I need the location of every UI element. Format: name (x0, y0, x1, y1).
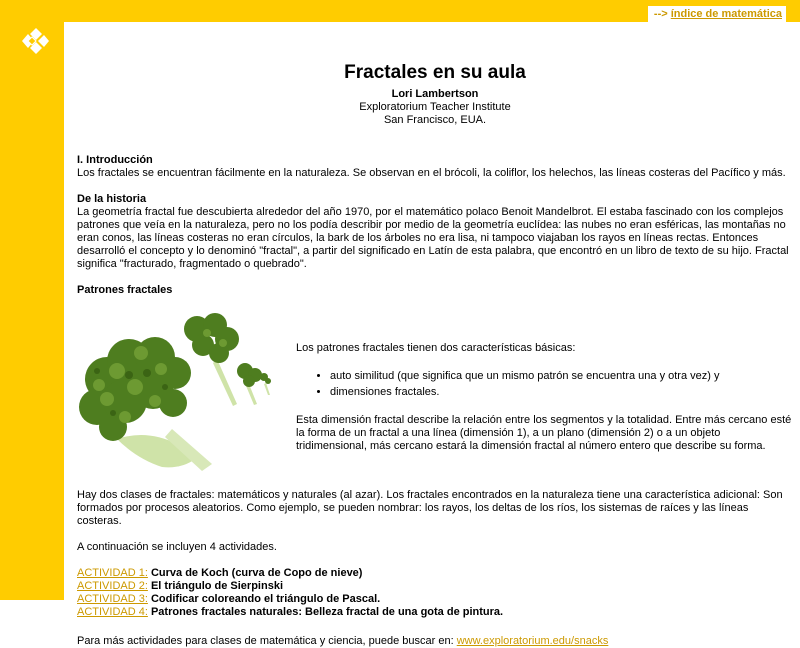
activity-item (77, 567, 793, 580)
list-item: • dimensiones fractales. (330, 386, 793, 399)
activity-item (77, 580, 793, 593)
author-name: Lori Lambertson (391, 88, 479, 100)
math-index-link[interactable]: índice de matemática (670, 8, 782, 20)
intro-heading: I. Introducción (77, 154, 153, 166)
activity-3-link[interactable]: ACTIVIDAD 3: (77, 593, 148, 605)
types-text: Hay dos clases de fractales: matemáticos y naturales (al azar). Los fractales encontrados en la naturaleza tiene una característica adicional: Son formados por procesos aleatorios. Como ejemplo, se pueden nombrar: los rayos, los deltas de los ríos, los sistemas de raíces y las líneas costeras. (77, 489, 783, 527)
activity-1-link[interactable]: ACTIVIDAD 1: (77, 567, 148, 579)
activities-lead: A continuación se incluyen 4 actividades. (77, 541, 277, 553)
page-title: Fractales en su aula (344, 62, 526, 83)
activity-4-link[interactable]: ACTIVIDAD 4: (77, 606, 148, 618)
patterns-heading: Patrones fractales (77, 284, 173, 296)
activity-2-link[interactable]: ACTIVIDAD 2: (77, 580, 148, 592)
exploratorium-logo-icon[interactable] (18, 26, 50, 56)
location: San Francisco, EUA. (383, 114, 487, 126)
activity-title: Curva de Koch (curva de Copo de nieve) (150, 567, 363, 579)
activity-item (77, 606, 793, 619)
patterns-text: Esta dimensión fractal describe la relación entre los segmentos y la totalidad. Entre más cercano esté la forma de un fractal a una línea (dimensión 1), a un plano (dimensión 2) o a un objeto tridimensional, más cercano estará la dimensión fractal al número entero que describe su forma. (296, 414, 792, 452)
activity-title: Codificar coloreando el triángulo de Pascal. (150, 593, 381, 605)
frame-left-bar (0, 0, 64, 600)
patterns-lead: Los patrones fractales tienen dos características básicas: (296, 342, 576, 354)
intro-text: Los fractales se encuentran fácilmente en la naturaleza. Se observan en el brócoli, la coliflor, los helechos, las líneas costeras del Pacífico y más. (77, 167, 786, 179)
institution: Exploratorium Teacher Institute (359, 101, 511, 113)
patterns-block (77, 309, 793, 475)
snacks-link[interactable]: www.exploratorium.edu/snacks (456, 635, 609, 647)
page-header (77, 62, 793, 127)
patterns-list (296, 370, 793, 399)
footer-label: Para más actividades para clases de matemática y ciencia, puede buscar en: (77, 635, 457, 647)
broccoli-image (77, 309, 288, 473)
activity-title: Patrones fractales naturales: Belleza fractal de una gota de pintura. (150, 606, 504, 618)
history-heading: De la historia (77, 193, 147, 205)
patterns-text-block (296, 309, 793, 453)
history-text: La geometría fractal fue descubierta alrededor del año 1970, por el matemático polaco Benoit Mandelbrot. El estaba fascinado con los complejos patrones que veía en la naturaleza, pero no los podía describir por medio de la geometría euclídea: las nubes no eran esféricas, las montañas no eran conos, las líneas costeras no eran círculos, la bark de los árboles no era lisa, ni tampoco viajaban los rayos en líneas rectas. Entonces desarrolló el concepto y lo denominó "fractal", a partir del significado en Latín de esta palabra, que encontró en un libro de texto de su hijo. Fractal significa "fracturado, fragmentado o quebrado". (77, 206, 789, 270)
top-nav (648, 6, 786, 23)
nav-arrow: --> (653, 8, 668, 20)
footer-text (77, 635, 793, 648)
list-item: • auto similitud (que significa que un mismo patrón se encuentra una y otra vez) y (330, 370, 793, 383)
activity-title: El triángulo de Sierpinski (150, 580, 283, 592)
main-content (77, 62, 793, 648)
